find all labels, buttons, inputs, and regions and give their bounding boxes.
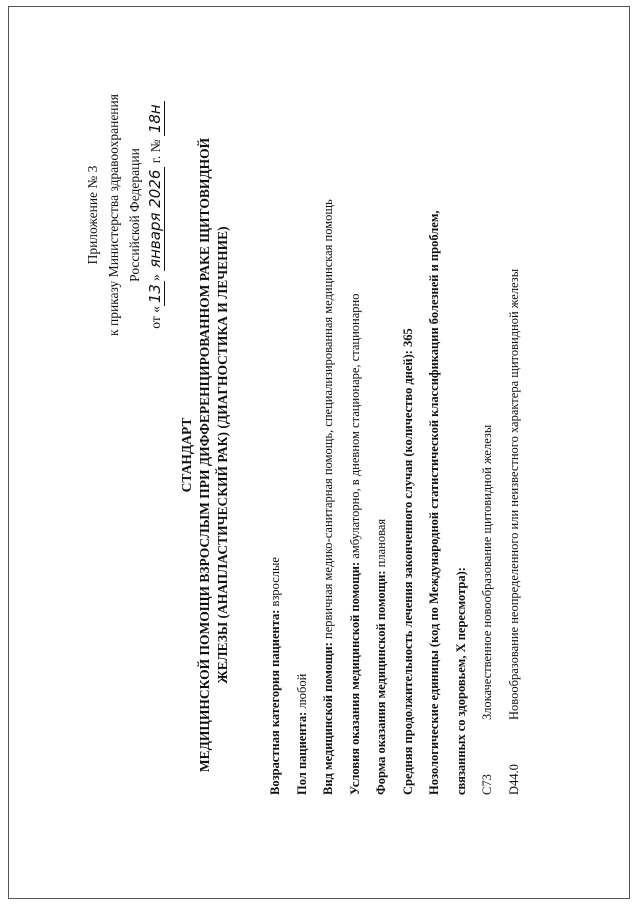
nosology-heading-1: Нозологические единицы (код по Международной статистической классификации болезней и проблем, xyxy=(427,210,441,795)
duration-value: 365 xyxy=(400,328,415,347)
sex-label: Пол пациента: xyxy=(294,711,309,795)
title-line-1: СТАНДАРТ xyxy=(179,417,194,493)
care-conditions xyxy=(342,0,369,795)
nosology-heading-2: связанных со здоровьем, X пересмотра): xyxy=(453,567,468,795)
appendix-order-ref: к приказу Министерства здравоохранения xyxy=(106,94,121,336)
code-row xyxy=(501,0,528,795)
patient-sex xyxy=(289,0,316,795)
care-type-label: Вид медицинской помощи: xyxy=(321,642,335,795)
icd-description: Злокачественное новообразование щитовидной железы xyxy=(480,424,494,720)
appendix-block xyxy=(82,45,166,385)
conditions-label: Условия оказания медицинской помощи: xyxy=(347,561,362,795)
form-value: плановая xyxy=(374,518,388,568)
document-body xyxy=(262,0,527,795)
date-day: 13 xyxy=(146,281,165,306)
age-category xyxy=(262,0,289,795)
icd-code: C73 xyxy=(480,774,494,795)
date-mid: » xyxy=(148,274,163,282)
code-row xyxy=(474,0,501,795)
care-type xyxy=(315,0,342,795)
care-type-value: первичная медико-санитарная помощь, специализированная медицинская помощь xyxy=(321,199,335,639)
date-suffix: г. № xyxy=(148,139,163,164)
icd-description: Новообразование неопределенного или неизвестного характера щитовидной железы xyxy=(506,268,521,720)
care-form xyxy=(368,0,395,795)
document-title xyxy=(178,85,232,825)
title-line-2: МЕДИЦИНСКОЙ ПОМОЩИ ВЗРОСЛЫМ ПРИ ДИФФЕРЕНЦИРОВАННОМ РАКЕ ЩИТОВИДНОЙ xyxy=(197,137,212,773)
date-prefix: от « xyxy=(148,306,163,329)
icd-code: D44.0 xyxy=(506,764,521,795)
age-value: взрослые xyxy=(268,557,282,607)
appendix-date-line xyxy=(145,45,166,385)
conditions-value: амбулаторно, в дневном стационаре, стационарно xyxy=(347,293,362,559)
appendix-number: Приложение № 3 xyxy=(85,165,100,265)
date-month-year: января 2026 xyxy=(146,167,165,271)
title-line-3: ЖЕЛЕЗЫ (АНАПЛАСТИЧЕСКИЙ РАК) (ДИАГНОСТИКА И ЛЕЧЕНИЕ) xyxy=(215,226,230,684)
sex-value: любой xyxy=(294,673,309,709)
treatment-duration xyxy=(395,0,422,795)
order-number: 18н xyxy=(146,101,165,136)
form-label: Форма оказания медицинской помощи: xyxy=(374,570,388,795)
duration-label: Средняя продолжительность лечения законченного случая (количество дней): xyxy=(400,350,415,795)
age-label: Возрастная категория пациента: xyxy=(268,609,282,795)
appendix-federation: Российской Федерации xyxy=(127,148,142,282)
